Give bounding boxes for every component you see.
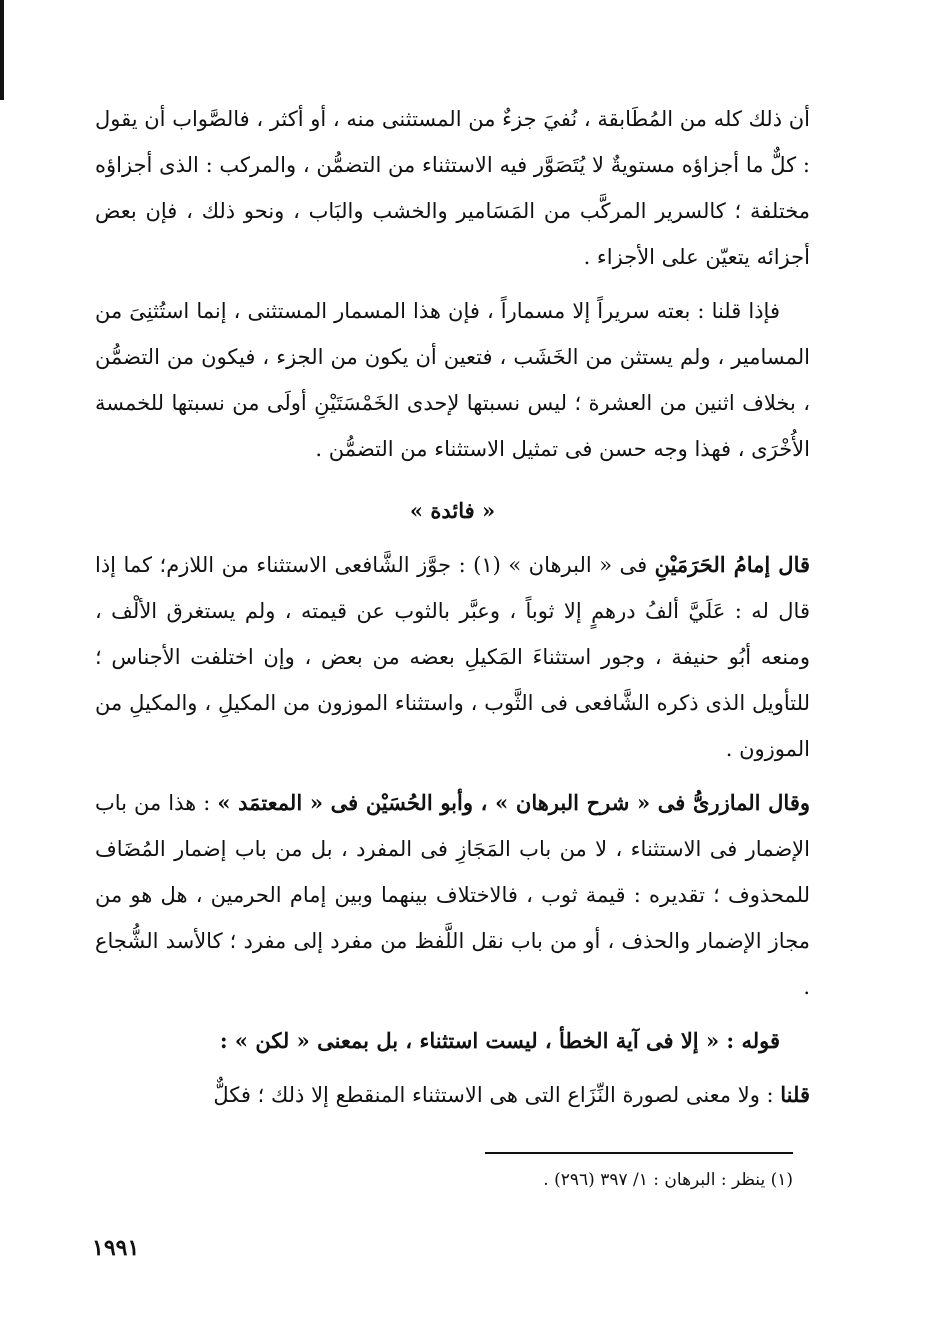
paragraph-4-lead: وقال المازرىُّ فى « شرح البرهان » ، وأبو الحُسَيْن فى « المعتمَد » [217,790,810,815]
paragraph-3-lead: قال إمامُ الحَرَمَيْنِ [654,552,811,577]
footnote: (١) ينظر : البرهان : ١/ ٣٩٧ (٢٩٦) . [543,1170,793,1190]
paragraph-6 [95,1072,810,1118]
footnote-divider [485,1152,793,1154]
section-heading: « فائدة » [409,498,496,523]
page-body [95,96,810,1118]
paragraph-2: فإذا قلنا : بعته سريراً إلا مسماراً ، فإن هذا المسمار المستثنى ، إنما استُثنِىَ من المسامير ، ولم يستثن من الخَشَب ، فتعين أن يكون من الجزء ، فيكون من التضمُّن ، بخلاف اثنين من العشرة ؛ ليس نسبتها لإحدى الخَمْسَتَيْنِ أولَى من نسبتها للخمسة الأُخْرَى ، فهذا وجه حسن فى تمثيل الاستثناء من التضمُّن . [95,299,810,461]
paragraph-3-text: فى « البرهان » (١) : جوَّز الشَّافعى الاستثناء من اللازم؛ كما إذا قال له : عَلَيَّ ألفُ درهمٍ إلا ثوباً ، وعبَّر بالثوب عن قيمته ، ولم يستغرق الألْف ، ومنعه أبُو حنيفة ، وجور استثناءَ المَكيلِ بعضه من بعض ، وإن اختلفت الأجناس ؛ للتأويل الذى ذكره الشَّافعى فى الثَّوب ، واستثناء الموزون من المكيلِ ، والمكيلِ من الموزون . [95,553,810,761]
paragraph-4-text: : هذا من باب الإضمار فى الاستثناء ، لا من باب المَجَازِ فى المفرد ، بل من باب إضمار المُضَاف للمحذوف ؛ تقديره : قيمة ثوب ، فالاختلاف بينهما وبين إمام الحرمين ، هل هو من مجاز الإضمار والحذف ، أو من باب نقل اللَّفظ من مفرد إلى مفرد ؛ كالأسد الشُّجاع . [95,791,810,999]
paragraph-4 [95,780,810,1010]
paragraph-1: أن ذلك كله من المُطَابقة ، نُفيَ جزءٌ من المستثنى منه ، أو أكثر ، فالصَّواب أن يقول : كلٌّ ما أجزاؤه مستويةٌ لا يُتَصَوَّر فيه الاستثناء من التضمُّن ، والمركب : الذى أجزاؤه مختلفة ؛ كالسرير المركَّب من المَسَامير والخشب والبَاب ، ونحو ذلك ، فإن بعض أجزائه يتعيّن على الأجزاء . [95,107,810,269]
paragraph-5: قوله : « إلا فى آية الخطأ ، ليست استثناء ، بل بمعنى « لكن » : [219,1028,780,1053]
paragraph-6-lead: قلنا [780,1082,810,1107]
paragraph-6-text: : ولا معنى لصورة النِّزَاع التى هى الاستثناء المنقطع إلا ذلك ؛ فكلٌّ [213,1083,781,1107]
paragraph-3 [95,542,810,772]
margin-rule [0,0,4,100]
page-number: ١٩٩١ [92,1235,140,1261]
